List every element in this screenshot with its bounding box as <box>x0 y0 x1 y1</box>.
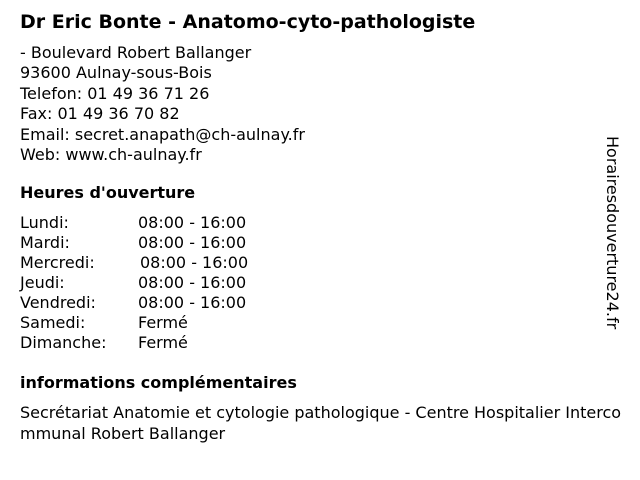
day-label: Mardi: <box>20 233 70 252</box>
contact-phone: Telefon: 01 49 36 71 26 <box>20 83 210 103</box>
day-label: Jeudi: <box>20 273 65 292</box>
day-hours: 08:00 - 16:00 <box>138 233 247 252</box>
day-label: Lundi: <box>20 213 69 232</box>
day-hours: 08:00 - 16:00 <box>138 273 247 292</box>
hours-row-monday <box>20 213 320 233</box>
day-hours: Fermé <box>138 333 188 352</box>
hours-row-wednesday <box>20 253 320 273</box>
day-hours: 08:00 - 16:00 <box>138 293 247 312</box>
day-hours: Fermé <box>138 313 188 332</box>
day-label: Mercredi: <box>20 253 95 272</box>
info-heading: informations complémentaires <box>20 373 297 392</box>
contact-fax: Fax: 01 49 36 70 82 <box>20 104 180 124</box>
hours-row-saturday <box>20 313 320 333</box>
page-title: Dr Eric Bonte - Anatomo-cyto-pathologiste <box>20 11 476 33</box>
contact-city: 93600 Aulnay-sous-Bois <box>20 63 212 83</box>
hours-row-tuesday <box>20 233 320 253</box>
day-hours: 08:00 - 16:00 <box>138 213 247 232</box>
info-text: Secrétariat Anatomie et cytologie pathologique - Centre Hospitalier Intercommunal Robert Ballanger <box>20 403 622 443</box>
hours-heading: Heures d'ouverture <box>20 183 196 202</box>
day-label: Samedi: <box>20 313 86 332</box>
contact-email: Email: secret.anapath@ch-aulnay.fr <box>20 124 305 144</box>
day-label: Vendredi: <box>20 293 96 312</box>
hours-row-thursday <box>20 273 320 293</box>
hours-row-sunday <box>20 333 320 353</box>
hours-table <box>20 213 320 353</box>
day-label: Dimanche: <box>20 333 107 352</box>
hours-row-friday <box>20 293 320 313</box>
contact-web: Web: www.ch-aulnay.fr <box>20 145 202 165</box>
day-hours: 08:00 - 16:00 <box>140 253 249 272</box>
contact-block <box>20 43 305 165</box>
site-watermark: Horairesdouverture24.fr <box>603 136 622 330</box>
contact-street: - Boulevard Robert Ballanger <box>20 43 252 62</box>
